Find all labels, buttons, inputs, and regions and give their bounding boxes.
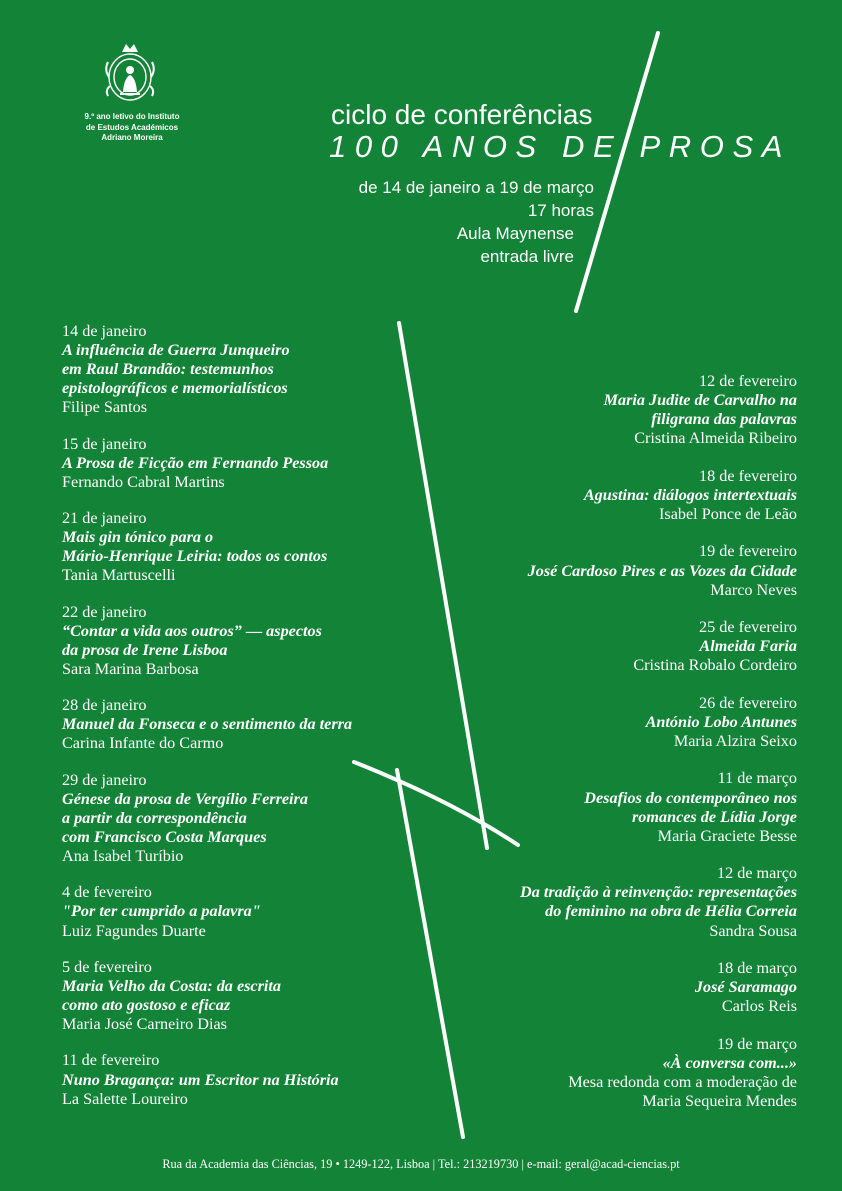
event-date: 12 de março <box>716 864 797 883</box>
event-title <box>397 562 797 581</box>
event-title <box>397 637 797 656</box>
event-date: 18 de março <box>716 958 797 977</box>
institute-line: de Estudos Académicos <box>85 122 179 132</box>
event-title <box>62 622 452 660</box>
event-speaker: Mesa redonda com a moderação de <box>568 1072 797 1091</box>
event-entry <box>397 694 797 751</box>
event-title-line: Nuno Bragança: um Escritor na História <box>62 1070 339 1089</box>
event-entry <box>397 542 797 599</box>
event-details <box>290 176 594 268</box>
event-speaker: Isabel Ponce de Leão <box>659 504 797 523</box>
event-title-line: epistolográficos e memorialísticos <box>62 379 288 398</box>
event-title-line: Da tradição à reinvenção: representações <box>520 883 797 902</box>
event-entry <box>397 864 797 940</box>
header-slash <box>576 33 658 311</box>
event-title-line: António Lobo Antunes <box>645 712 797 731</box>
programme-left-column <box>62 322 452 1126</box>
event-title-line: Mário-Henrique Leiria: todos os contos <box>62 547 328 566</box>
event-title-line: Agustina: diálogos intertextuais <box>583 485 797 504</box>
event-speaker: Luiz Fagundes Duarte <box>62 921 206 940</box>
event-date: 19 de fevereiro <box>699 542 797 561</box>
event-title-line: com Francisco Costa Marques <box>62 828 267 846</box>
event-title <box>397 883 797 921</box>
event-title-line: da prosa de Irene Lisboa <box>62 640 228 659</box>
event-title-line: Almeida Faria <box>699 637 797 656</box>
event-title-line: Mais gin tónico para o <box>62 528 214 547</box>
institute-caption <box>70 112 194 144</box>
event-title-line: filigrana das palavras <box>651 410 797 429</box>
event-title <box>62 528 452 566</box>
event-speaker: Sandra Sousa <box>709 921 797 940</box>
event-speaker: Maria Graciete Besse <box>657 826 797 845</box>
admission-note: entrada livre <box>480 247 574 266</box>
event-speaker: Tania Martuscelli <box>62 566 176 585</box>
event-entry <box>62 1051 452 1108</box>
event-speaker: Maria Alzira Seixo <box>673 731 797 750</box>
event-entry <box>62 696 452 753</box>
event-title-line: Génese da prosa de Vergílio Ferreira <box>62 789 308 808</box>
programme-right-column <box>397 372 797 1129</box>
event-speaker: Cristina Almeida Ribeiro <box>634 429 797 448</box>
event-speaker: Maria Sequeira Mendes <box>642 1091 797 1110</box>
event-title-line: romances de Lídia Jorge <box>631 807 797 826</box>
event-title <box>397 713 797 732</box>
event-title <box>62 902 452 921</box>
page-title: 100 ANOS DE PROSA <box>329 129 792 164</box>
event-title <box>62 715 452 734</box>
event-date: 11 de fevereiro <box>62 1051 160 1070</box>
event-title-line: José Saramago <box>694 978 797 997</box>
event-date: 4 de fevereiro <box>62 883 152 902</box>
event-title <box>62 341 452 398</box>
event-entry <box>62 883 452 940</box>
event-entry <box>62 509 452 585</box>
event-date: 18 de fevereiro <box>699 466 797 485</box>
event-title-line: em Raul Brandão: testemunhos <box>62 360 274 379</box>
event-date: 21 de janeiro <box>62 509 147 528</box>
venue: Aula Maynense <box>456 224 574 243</box>
event-entry <box>397 618 797 675</box>
event-date: 29 de janeiro <box>62 770 147 789</box>
event-title <box>62 790 452 847</box>
event-title-line: como ato gostoso e eficaz <box>62 996 231 1015</box>
event-title-line: Desafios do contemporâneo nos <box>584 788 797 807</box>
event-title <box>397 1054 797 1073</box>
event-title-line: "Por ter cumprido a palavra" <box>62 902 261 921</box>
event-title <box>397 486 797 505</box>
event-title <box>62 977 452 1015</box>
event-date: 19 de março <box>716 1034 797 1053</box>
event-title-line: «À conversa com...» <box>662 1053 797 1072</box>
event-speaker: La Salette Loureiro <box>62 1089 188 1108</box>
event-title-line: Maria Velho da Costa: da escrita <box>62 976 281 995</box>
event-date: 15 de janeiro <box>62 434 147 453</box>
event-entry <box>62 435 452 492</box>
start-time: 17 horas <box>527 201 594 220</box>
event-speaker: Ana Isabel Turíbio <box>62 847 184 866</box>
event-title-line: do feminino na obra de Hélia Correia <box>545 902 797 921</box>
academy-seal-icon <box>100 40 160 106</box>
event-title-line: “Contar a vida aos outros” — aspectos <box>62 621 322 640</box>
event-date: 11 de março <box>717 769 797 788</box>
event-entry <box>397 1035 797 1111</box>
event-title <box>62 454 452 473</box>
event-entry <box>397 959 797 1016</box>
event-speaker: Carina Infante do Carmo <box>62 734 224 753</box>
event-date: 26 de fevereiro <box>699 693 797 712</box>
event-title-line: A influência de Guerra Junqueiro <box>62 341 290 360</box>
event-speaker: Fernando Cabral Martins <box>62 472 225 491</box>
event-speaker: Carlos Reis <box>721 997 797 1016</box>
event-date: 22 de janeiro <box>62 602 147 621</box>
date-range: de 14 de janeiro a 19 de março <box>358 178 594 197</box>
event-title <box>397 391 797 429</box>
event-speaker: Cristina Robalo Cordeiro <box>633 656 797 675</box>
event-entry <box>62 771 452 866</box>
event-entry <box>62 958 452 1034</box>
event-entry <box>397 769 797 845</box>
event-title-line: a partir da correspondência <box>62 808 247 827</box>
event-date: 25 de fevereiro <box>699 618 797 637</box>
event-date: 12 de fevereiro <box>699 372 797 390</box>
event-title <box>62 1071 452 1090</box>
event-entry <box>62 603 452 679</box>
series-label: ciclo de conferências <box>331 99 593 130</box>
event-date: 14 de janeiro <box>62 322 147 340</box>
event-speaker: Marco Neves <box>710 580 797 599</box>
event-title <box>397 789 797 827</box>
event-entry <box>397 372 797 448</box>
event-title-line: A Prosa de Ficção em Fernando Pessoa <box>62 453 329 472</box>
event-title-line: Maria Judite de Carvalho na <box>603 391 797 410</box>
event-speaker: Sara Marina Barbosa <box>62 659 199 678</box>
event-title-line: Manuel da Fonseca e o sentimento da terra <box>62 715 353 734</box>
event-title <box>397 978 797 997</box>
event-title-line: José Cardoso Pires e as Vozes da Cidade <box>527 561 797 580</box>
event-date: 28 de janeiro <box>62 696 147 715</box>
event-speaker: Maria José Carneiro Dias <box>62 1015 227 1034</box>
event-entry <box>397 467 797 524</box>
institute-line: 9.º ano letivo do Instituto <box>84 112 180 121</box>
event-date: 5 de fevereiro <box>62 957 152 976</box>
event-speaker: Filipe Santos <box>62 398 147 417</box>
institute-line: Adriano Moreira <box>101 133 163 142</box>
event-entry <box>62 322 452 417</box>
footer-contact: Rua da Academia das Ciências, 19 • 1249-122, Lisboa | Tel.: 213219730 | e-mail: geral@acad-ciencias.pt <box>162 1157 680 1171</box>
